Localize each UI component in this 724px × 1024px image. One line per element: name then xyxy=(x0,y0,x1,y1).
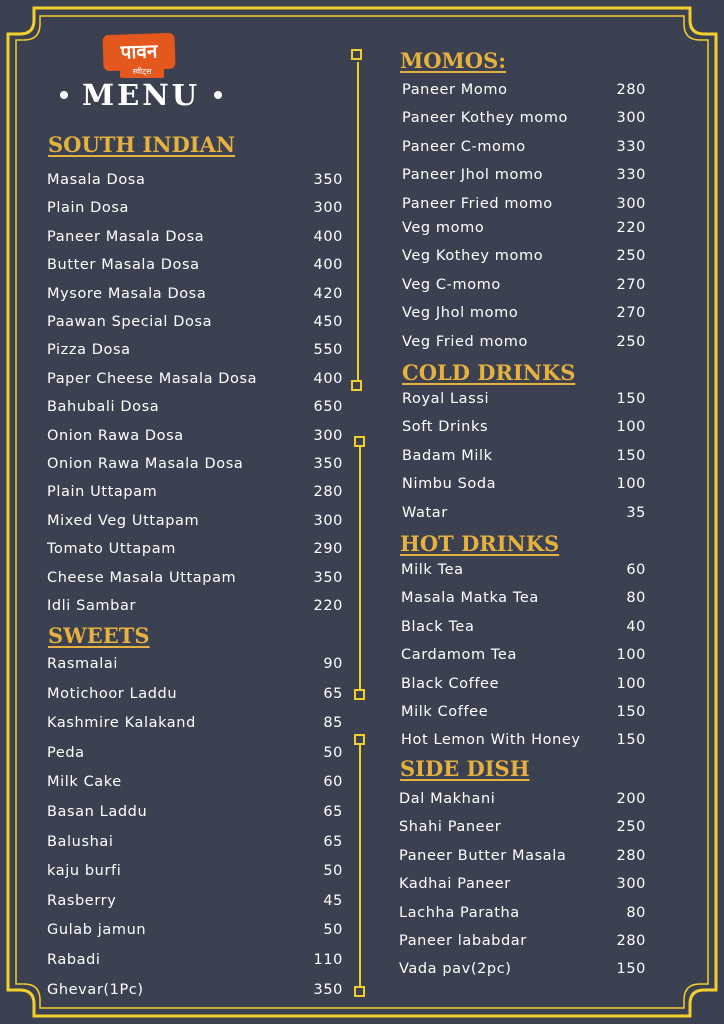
menu-item-name: Ghevar(1Pc) xyxy=(47,981,144,998)
menu-item-name: Watar xyxy=(402,504,448,521)
menu-item-price: 50 xyxy=(323,744,343,761)
menu-item-row xyxy=(47,861,343,881)
menu-item-name: Paneer lababdar xyxy=(399,933,527,949)
divider-marker xyxy=(351,49,362,60)
menu-item-name: Tomato Uttapam xyxy=(47,541,176,558)
menu-item-row xyxy=(402,194,646,214)
menu-item-price: 150 xyxy=(616,447,646,464)
menu-item-row xyxy=(47,284,343,304)
menu-item-row xyxy=(402,417,646,437)
menu-item-name: Kashmire Kalakand xyxy=(47,715,196,732)
menu-item-price: 400 xyxy=(313,370,343,387)
menu-item-name: Dal Makhani xyxy=(399,791,496,807)
menu-item-row xyxy=(47,743,343,763)
divider-marker xyxy=(354,436,365,447)
divider-marker xyxy=(354,986,365,997)
menu-item-price: 110 xyxy=(313,952,343,968)
menu-item-row xyxy=(402,246,646,266)
menu-item-price: 250 xyxy=(616,333,646,350)
menu-item-price: 250 xyxy=(616,248,646,265)
menu-item-name: Paneer Jhol momo xyxy=(402,167,544,184)
menu-item-row xyxy=(47,802,343,822)
menu-item-name: Motichoor Laddu xyxy=(47,685,178,702)
menu-item-name: Black Coffee xyxy=(401,675,500,692)
menu-item-name: Lachha Paratha xyxy=(399,904,520,921)
menu-item-price: 270 xyxy=(616,276,646,293)
menu-item-name: Paneer Fried momo xyxy=(402,195,553,212)
menu-item-row xyxy=(47,198,343,218)
menu-item-name: Plain Uttapam xyxy=(47,484,158,501)
menu-item-price: 220 xyxy=(616,220,646,236)
menu-item-row xyxy=(47,713,343,733)
column-divider-middle xyxy=(359,446,361,694)
menu-item-price: 330 xyxy=(616,138,646,155)
heading-momos: MOMOS: xyxy=(400,48,506,73)
menu-item-name: Peda xyxy=(47,744,85,761)
menu-item-name: Onion Rawa Dosa xyxy=(47,427,184,444)
menu-item-price: 300 xyxy=(313,200,343,217)
menu-item-name: Royal Lassi xyxy=(402,391,490,407)
menu-item-price: 350 xyxy=(313,569,343,586)
column-divider-bottom xyxy=(359,744,361,990)
menu-item-price: 150 xyxy=(616,704,646,720)
menu-item-name: Pizza Dosa xyxy=(47,342,131,359)
menu-item-name: Hot Lemon With Honey xyxy=(401,732,581,749)
menu-item-price: 300 xyxy=(616,195,646,212)
menu-item-name: Mixed Veg Uttapam xyxy=(47,512,200,529)
menu-item-row xyxy=(47,312,343,332)
menu-item-name: kaju burfi xyxy=(47,863,122,880)
divider-marker xyxy=(354,734,365,745)
menu-item-name: Paper Cheese Masala Dosa xyxy=(47,370,258,387)
menu-item-name: Rabadi xyxy=(47,952,101,968)
menu-item-price: 150 xyxy=(616,732,646,749)
menu-item-row xyxy=(47,920,343,940)
menu-item-row xyxy=(401,645,646,665)
bullet-dot-icon xyxy=(60,91,68,99)
menu-item-name: Milk Coffee xyxy=(401,704,489,720)
menu-item-name: Paneer Momo xyxy=(402,82,508,98)
menu-item-name: Plain Dosa xyxy=(47,200,129,217)
menu-item-row xyxy=(47,684,343,704)
menu-item-price: 80 xyxy=(626,904,646,921)
menu-item-row xyxy=(401,674,646,694)
menu-item-name: Shahi Paneer xyxy=(399,819,502,836)
menu-item-name: Onion Rawa Masala Dosa xyxy=(47,456,244,472)
menu-item-price: 290 xyxy=(313,541,343,558)
menu-item-row xyxy=(399,959,646,979)
menu-item-name: Kadhai Paneer xyxy=(399,876,511,893)
menu-item-row xyxy=(47,891,343,911)
menu-item-price: 330 xyxy=(616,167,646,184)
menu-item-price: 100 xyxy=(616,476,646,493)
menu-item-name: Masala Dosa xyxy=(47,172,146,188)
menu-title xyxy=(60,78,230,112)
menu-item-row xyxy=(47,170,343,190)
menu-item-row xyxy=(47,340,343,360)
menu-item-row xyxy=(402,503,646,523)
menu-item-name: Cardamom Tea xyxy=(401,647,517,664)
menu-item-price: 65 xyxy=(323,833,343,850)
menu-item-name: Veg momo xyxy=(402,220,485,236)
menu-item-name: Veg C-momo xyxy=(402,276,501,293)
menu-item-row xyxy=(47,227,343,247)
menu-item-row xyxy=(47,980,343,1000)
menu-item-price: 65 xyxy=(323,685,343,702)
menu-item-row xyxy=(47,596,343,616)
menu-item-row xyxy=(47,426,343,446)
menu-item-row xyxy=(399,846,646,866)
menu-item-name: Veg Kothey momo xyxy=(402,248,544,265)
menu-item-row xyxy=(47,539,343,559)
menu-item-name: Basan Laddu xyxy=(47,804,148,820)
menu-item-price: 45 xyxy=(323,892,343,909)
menu-item-price: 300 xyxy=(313,427,343,444)
menu-item-price: 350 xyxy=(313,456,343,472)
menu-item-price: 280 xyxy=(616,847,646,864)
menu-item-price: 300 xyxy=(313,512,343,529)
menu-item-price: 50 xyxy=(323,863,343,880)
menu-item-row xyxy=(402,218,646,238)
menu-item-name: Gulab jamun xyxy=(47,922,147,939)
menu-item-price: 280 xyxy=(616,82,646,98)
menu-item-row xyxy=(401,560,646,580)
column-divider-top xyxy=(357,62,359,382)
menu-item-row xyxy=(401,617,646,637)
menu-item-price: 250 xyxy=(616,819,646,836)
menu-item-price: 650 xyxy=(313,399,343,416)
menu-item-row xyxy=(402,108,646,128)
menu-item-name: Bahubali Dosa xyxy=(47,399,160,416)
divider-marker xyxy=(351,380,362,391)
menu-item-price: 350 xyxy=(313,172,343,188)
menu-item-name: Mysore Masala Dosa xyxy=(47,285,207,302)
menu-item-name: Veg Fried momo xyxy=(402,333,528,350)
menu-item-row xyxy=(399,903,646,923)
menu-item-row xyxy=(47,568,343,588)
menu-item-row xyxy=(47,511,343,531)
menu-item-price: 100 xyxy=(616,647,646,664)
menu-item-name: Paneer Masala Dosa xyxy=(47,228,205,245)
menu-item-name: Paneer Kothey momo xyxy=(402,110,569,127)
menu-item-price: 100 xyxy=(616,675,646,692)
menu-item-name: Masala Matka Tea xyxy=(401,590,539,607)
menu-item-row xyxy=(47,772,343,792)
menu-item-price: 450 xyxy=(313,314,343,330)
menu-item-price: 280 xyxy=(616,933,646,949)
menu-item-row xyxy=(399,931,646,951)
menu-item-name: Nimbu Soda xyxy=(402,476,497,493)
menu-item-row xyxy=(399,817,646,837)
menu-item-price: 60 xyxy=(626,562,646,578)
logo-text: पावन xyxy=(120,40,158,64)
menu-item-price: 100 xyxy=(616,419,646,436)
menu-item-name: Soft Drinks xyxy=(402,419,489,436)
menu-item-price: 400 xyxy=(313,228,343,245)
menu-item-name: Idli Sambar xyxy=(47,598,137,614)
menu-item-price: 270 xyxy=(616,305,646,322)
menu-item-row xyxy=(47,397,343,417)
menu-item-row xyxy=(402,80,646,100)
menu-item-price: 60 xyxy=(323,774,343,791)
menu-item-price: 85 xyxy=(323,715,343,732)
menu-item-row xyxy=(402,474,646,494)
menu-item-row xyxy=(47,369,343,389)
menu-item-price: 300 xyxy=(616,876,646,893)
menu-item-name: Paneer Butter Masala xyxy=(399,847,567,864)
menu-item-name: Vada pav(2pc) xyxy=(399,961,512,978)
menu-item-name: Butter Masala Dosa xyxy=(47,257,200,274)
menu-item-price: 200 xyxy=(616,791,646,807)
menu-item-row xyxy=(402,303,646,323)
menu-item-row xyxy=(402,275,646,295)
menu-item-price: 300 xyxy=(616,110,646,127)
menu-item-row xyxy=(402,389,646,409)
menu-item-price: 90 xyxy=(323,656,343,672)
menu-item-price: 400 xyxy=(313,257,343,274)
menu-item-row xyxy=(47,454,343,474)
menu-item-name: Balushai xyxy=(47,833,114,850)
menu-item-price: 550 xyxy=(313,342,343,359)
menu-item-row xyxy=(401,588,646,608)
menu-item-price: 35 xyxy=(626,504,646,521)
menu-item-price: 65 xyxy=(323,804,343,820)
menu-item-row xyxy=(402,137,646,157)
menu-item-name: Milk Tea xyxy=(401,562,464,578)
bullet-dot-icon xyxy=(214,91,222,99)
menu-item-name: Paneer C-momo xyxy=(402,138,526,155)
menu-item-name: Rasmalai xyxy=(47,656,118,672)
menu-item-row xyxy=(402,165,646,185)
menu-item-row xyxy=(402,332,646,352)
menu-item-row xyxy=(47,654,343,674)
menu-item-price: 50 xyxy=(323,922,343,939)
menu-item-row xyxy=(47,950,343,970)
menu-item-row xyxy=(399,874,646,894)
heading-cold-drinks: COLD DRINKS xyxy=(402,360,576,385)
menu-item-price: 150 xyxy=(616,391,646,407)
menu-item-name: Paawan Special Dosa xyxy=(47,314,213,330)
heading-hot-drinks: HOT DRINKS xyxy=(400,531,560,556)
menu-item-name: Badam Milk xyxy=(402,447,493,464)
menu-item-row xyxy=(402,446,646,466)
menu-item-row xyxy=(47,482,343,502)
menu-item-price: 280 xyxy=(313,484,343,501)
heading-south-indian: SOUTH INDIAN xyxy=(48,132,236,157)
heading-side-dish: SIDE DISH xyxy=(400,756,530,781)
menu-item-price: 40 xyxy=(626,618,646,635)
menu-item-row xyxy=(47,832,343,852)
menu-item-name: Veg Jhol momo xyxy=(402,305,519,322)
menu-item-name: Milk Cake xyxy=(47,774,122,791)
menu-item-row xyxy=(401,730,646,750)
menu-title-text: MENU xyxy=(82,78,201,112)
logo-subtext: स्वीट्स xyxy=(120,66,164,78)
menu-item-price: 220 xyxy=(313,598,343,614)
divider-marker xyxy=(354,689,365,700)
menu-item-row xyxy=(399,789,646,809)
menu-item-price: 420 xyxy=(313,285,343,302)
menu-item-price: 350 xyxy=(313,981,343,998)
menu-item-row xyxy=(47,255,343,275)
menu-item-row xyxy=(401,702,646,722)
menu-item-price: 80 xyxy=(626,590,646,607)
menu-item-price: 150 xyxy=(616,961,646,978)
menu-item-name: Cheese Masala Uttapam xyxy=(47,569,237,586)
menu-item-name: Rasberry xyxy=(47,892,117,909)
heading-sweets: SWEETS xyxy=(48,623,150,648)
menu-item-name: Black Tea xyxy=(401,618,475,635)
